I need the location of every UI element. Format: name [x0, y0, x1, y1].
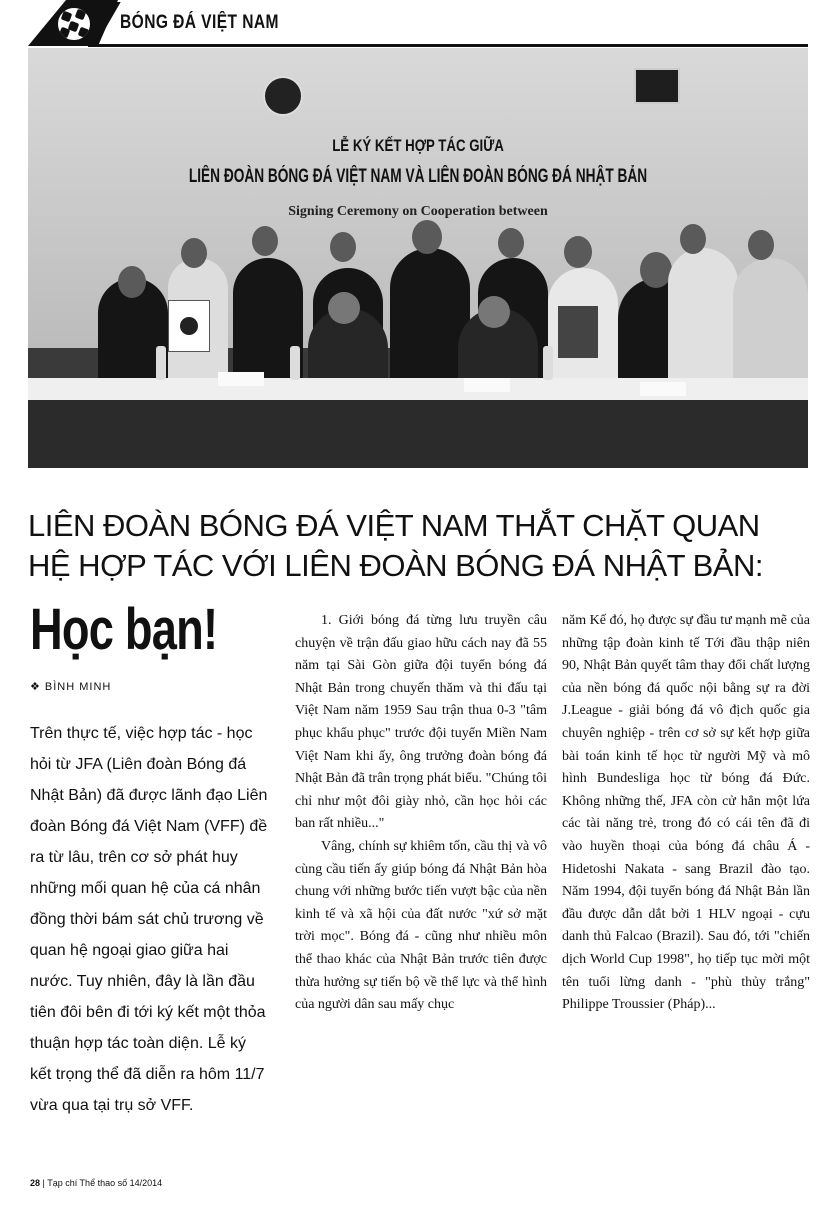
water-bottle-icon: [156, 346, 166, 380]
page-number: 28: [30, 1178, 41, 1188]
water-bottle-icon: [543, 346, 553, 380]
article-headline: [28, 506, 818, 586]
body-paragraph: Vâng, chính sự khiêm tốn, cầu thị và vô cùng cầu tiến ấy giúp bóng đá Nhật Bản hòa chung với những bước tiến vượt bậc của nền kinh tế và xã hội của đất nước "xứ sở mặt trời mọc". Bóng đá - cũng như nhiều môn thể thao khác của Nhật Bản trước tiên được thừa hưởng sự tiến bộ về thể lực và thể hình của người dân sau mấy chục: [295, 838, 547, 1013]
byline: ❖ BÌNH MINH: [30, 681, 112, 693]
jfa-logo-icon: [634, 68, 680, 104]
section-header: [28, 0, 808, 46]
header-rule: [88, 44, 808, 47]
vietnam-flag-icon: [558, 306, 598, 358]
japan-flag-icon: [168, 300, 210, 352]
soccer-ball-icon: [56, 6, 92, 42]
water-bottle-icon: [290, 346, 300, 380]
body-column-2: [295, 610, 547, 1017]
ceremony-photo: [28, 48, 808, 468]
headline-line-1: LIÊN ĐOÀN BÓNG ĐÁ VIỆT NAM THẮT CHẶT QUAN: [28, 508, 760, 543]
table-skirt: [28, 400, 808, 468]
banner-line-1: LỄ KÝ KẾT HỢP TÁC GIỮA: [332, 136, 504, 155]
banner-line-2: LIÊN ĐOÀN BÓNG ĐÁ VIỆT NAM VÀ LIÊN ĐOÀN BÓNG ĐÁ NHẬT BẢN: [188, 166, 648, 187]
banner-line-3: Signing Ceremony on Cooperation between: [288, 204, 548, 219]
body-paragraph: 1. Giới bóng đá từng lưu truyền câu chuyện về trận đấu giao hữu cách nay đã 55 năm tại Sài Gòn giữa đội tuyển bóng đá Nhật Bản trong chuyến thăm và thi đấu tại Việt Nam năm 1959 Sau trận thua 0-3 "tâm phục khẩu phục" trước đội tuyển Miền Nam Việt Nam khi ấy, ông trưởng đoàn bóng đá Nhật Bản đã trân trọng phát biểu. "Chúng tôi chỉ như một đôi giày nhỏ, cần học hỏi các ban rất nhiều...": [295, 613, 547, 832]
body-column-3: [562, 610, 810, 1017]
attendees: [28, 238, 808, 388]
name-card: [464, 378, 510, 392]
headline-line-2: HỆ HỢP TÁC VỚI LIÊN ĐOÀN BÓNG ĐÁ NHẬT BẢN:: [28, 548, 763, 583]
vff-logo-icon: [263, 76, 303, 116]
publication-info: | Tạp chí Thể thao số 14/2014: [42, 1178, 163, 1188]
name-card: [218, 372, 264, 386]
body-paragraph: năm Kế đó, họ được sự đầu tư mạnh mẽ của những tập đoàn kinh tế Tới đầu thập niên 90, Nhật Bản quyết tâm thay đổi chất lượng của nền bóng đá quốc nội bằng sự ra đời J.League - giải bóng đá vô địch quốc gia chuyên nghiệp - trên cơ sở sự kết hợp giữa bài toán kinh tế học từ người Mỹ và mô hình Bundesliga học từ bóng đá Đức. Không những thế, JFA còn cử hẳn một lứa các tài năng trẻ, trong đó có cái tên đã đi vào huyền thoại của bóng đá châu Á - Hidetoshi Nakata - sang Brazil đào tạo. Năm 1994, đội tuyển bóng đá Nhật Bản lần đầu được dẫn dắt bởi 1 HLV ngoại - cựu danh thủ Falcao (Brazil). Sau đó, tới "chiến dịch World Cup 1998", họ tiếp tục mời một tên tuổi lừng danh - "phù thủy trắng" Philippe Troussier (Pháp)...: [562, 613, 810, 1013]
article-intro: Trên thực tế, việc hợp tác - học hỏi từ JFA (Liên đoàn Bóng đá Nhật Bản) đã được lãnh đạo Liên đoàn Bóng đá Việt Nam (VFF) đề ra từ lâu, trên cơ sở phát huy những mối quan hệ của cá nhân đồng thời bám sát chủ trương về quan hệ ngoại giao giữa hai nước. Tuy nhiên, đây là lần đầu tiên đôi bên đi tới ký kết một thỏa thuận hợp tác toàn diện. Lễ ký kết trọng thể đã diễn ra hôm 11/7 vừa qua tại trụ sở VFF.: [30, 725, 268, 1114]
section-title: BÓNG ĐÁ VIỆT NAM: [120, 12, 279, 33]
page-footer: [30, 1178, 162, 1188]
name-card: [640, 382, 686, 396]
article-title: Học bạn!: [30, 597, 218, 662]
